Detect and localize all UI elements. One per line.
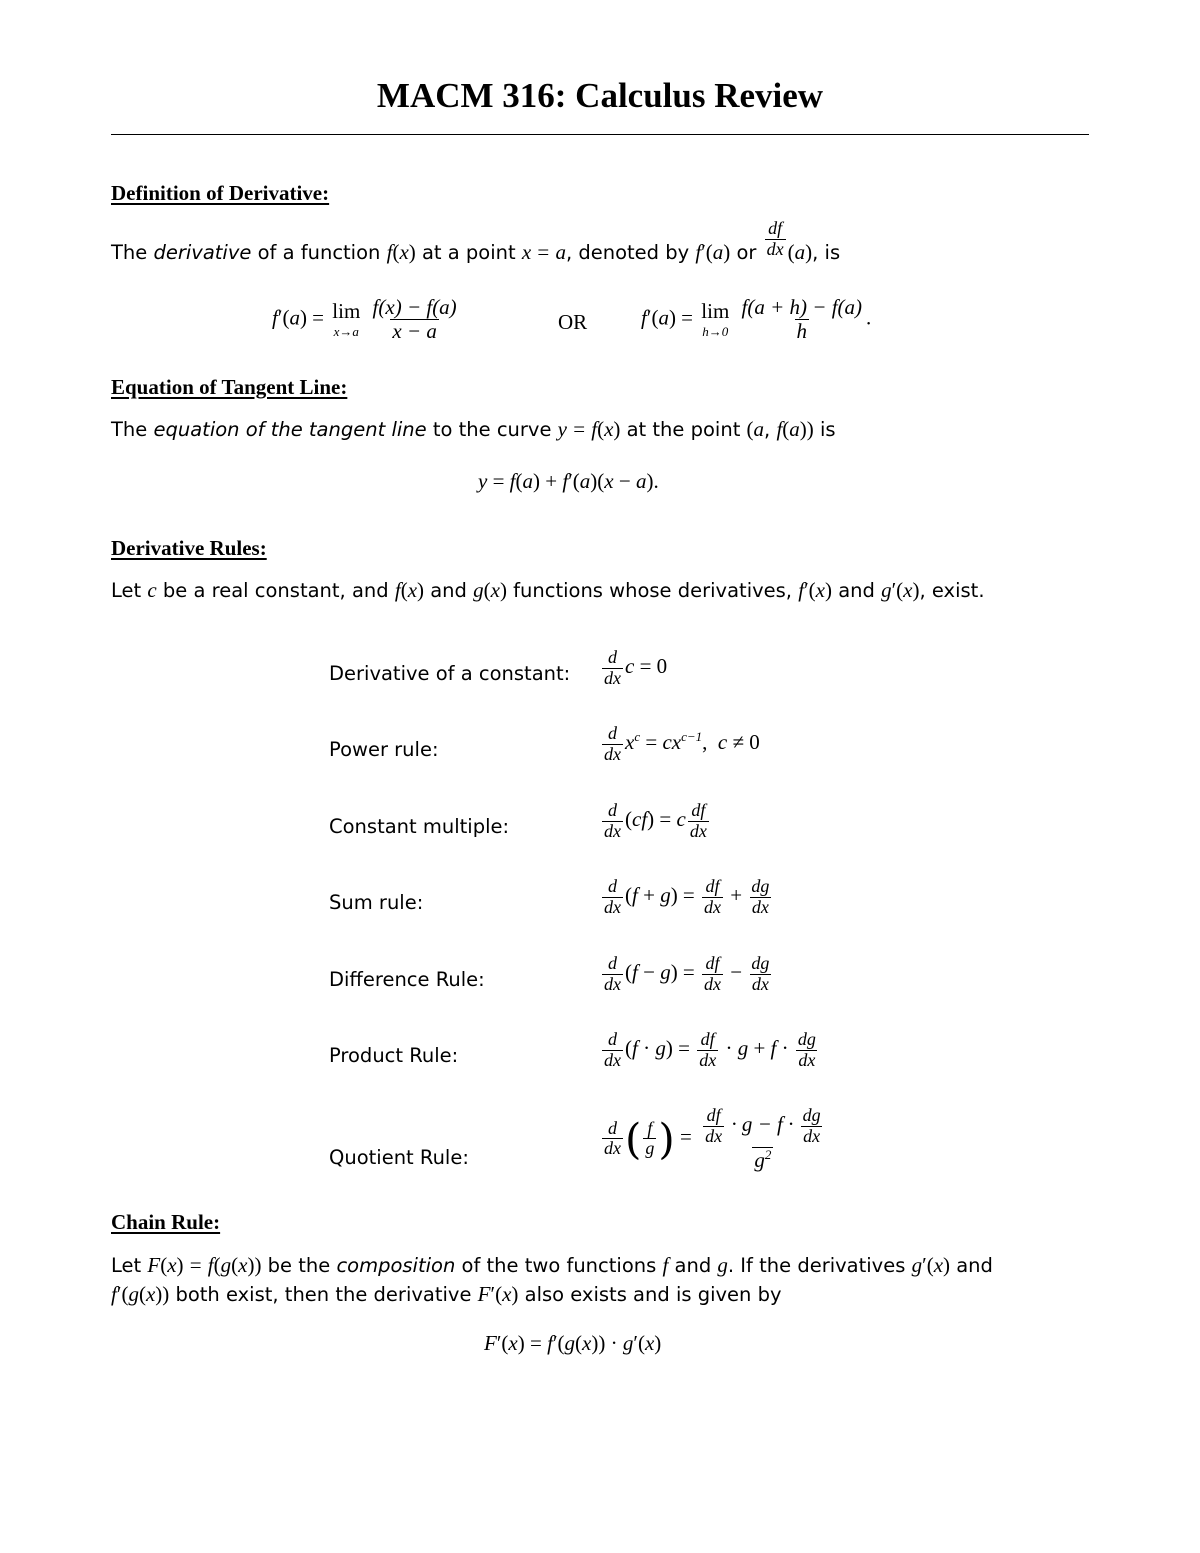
rule-label-difference: Difference Rule:	[329, 968, 485, 991]
rule-formula-sum: $\frac{d}{dx}$ (f + g) = $\frac{df}{dx}$ + $\frac{dg}{dx}$	[604, 876, 770, 917]
derivative-limit-formula-2: f′(a) = lim h→0 $\frac{f(a + h) - f(a)}{h}$ .	[641, 295, 872, 344]
df-dx-fraction: $\frac{df}{dx}$	[766, 218, 784, 259]
tangent-line-equation: y = f(a) + f′(a)(x − a).	[478, 469, 659, 493]
rule-formula-quotient: $\frac{d}{dx}$ ( $\frac{f}{g}$ ) = $\frac{df}{dx}$ · g − f · $\frac{dg}{dx}$ $g^2$	[604, 1105, 821, 1172]
term-derivative: derivative	[153, 240, 252, 264]
rule-formula-difference: $\frac{d}{dx}$ (f − g) = $\frac{df}{dx}$ − $\frac{dg}{dx}$	[604, 953, 770, 994]
rule-formula-constant-multiple: $\frac{d}{dx}$ (cf) = c $\frac{df}{dx}$	[604, 800, 707, 841]
rule-label-power: Power rule:	[329, 738, 439, 761]
rule-label-sum: Sum rule:	[329, 891, 424, 914]
derivative-definition-text: The derivative of a function f(x) at a point x = a, denoted by f′(a) or $\frac{df}{dx}$ (a), is	[111, 218, 841, 264]
heading-equation-of-tangent-line: Equation of Tangent Line:	[111, 375, 348, 399]
derivative-limit-formula-1: f′(a) = lim x→a $\frac{f(x) - f(a)}{x - a}$	[272, 295, 457, 344]
rule-label-constant-multiple: Constant multiple:	[329, 815, 510, 838]
title-divider	[111, 134, 1089, 135]
term-tangent-line: equation of the tangent line	[153, 418, 427, 441]
rule-formula-product: $\frac{d}{dx}$ (f · g) = $\frac{df}{dx}$ · g + f · $\frac{dg}{dx}$	[604, 1029, 816, 1070]
heading-definition-of-derivative: Definition of Derivative:	[111, 181, 330, 205]
chain-rule-text-line-2: f′(g(x)) both exist, then the derivative F′(x) also exists and is given by	[111, 1282, 782, 1306]
rule-label-product: Product Rule:	[329, 1044, 459, 1067]
chain-rule-formula: F′(x) = f′(g(x)) · g′(x)	[484, 1331, 662, 1355]
or-label: OR	[558, 310, 588, 334]
rule-label-quotient: Quotient Rule:	[329, 1146, 469, 1169]
heading-derivative-rules: Derivative Rules:	[111, 536, 267, 560]
derivative-rules-intro: Let c be a real constant, and f(x) and g(x) functions whose derivatives, f′(x) and g′(x), exist.	[111, 578, 985, 602]
heading-chain-rule: Chain Rule:	[111, 1210, 221, 1234]
chain-rule-text-line-1: Let F(x) = f(g(x)) be the composition of the two functions f and g. If the derivatives g′(x) and	[111, 1253, 993, 1277]
term-composition: composition	[336, 1254, 456, 1277]
rule-label-constant: Derivative of a constant:	[329, 662, 571, 685]
tangent-line-text: The equation of the tangent line to the curve y = f(x) at the point (a, f(a)) is	[111, 417, 836, 441]
rule-formula-power: $\frac{d}{dx}$ $x^c = cx^{c-1}$, c ≠ 0	[604, 723, 760, 764]
rule-formula-constant: $\frac{d}{dx}$ c = 0	[604, 647, 668, 688]
page-title: MACM 316: Calculus Review	[376, 76, 824, 115]
